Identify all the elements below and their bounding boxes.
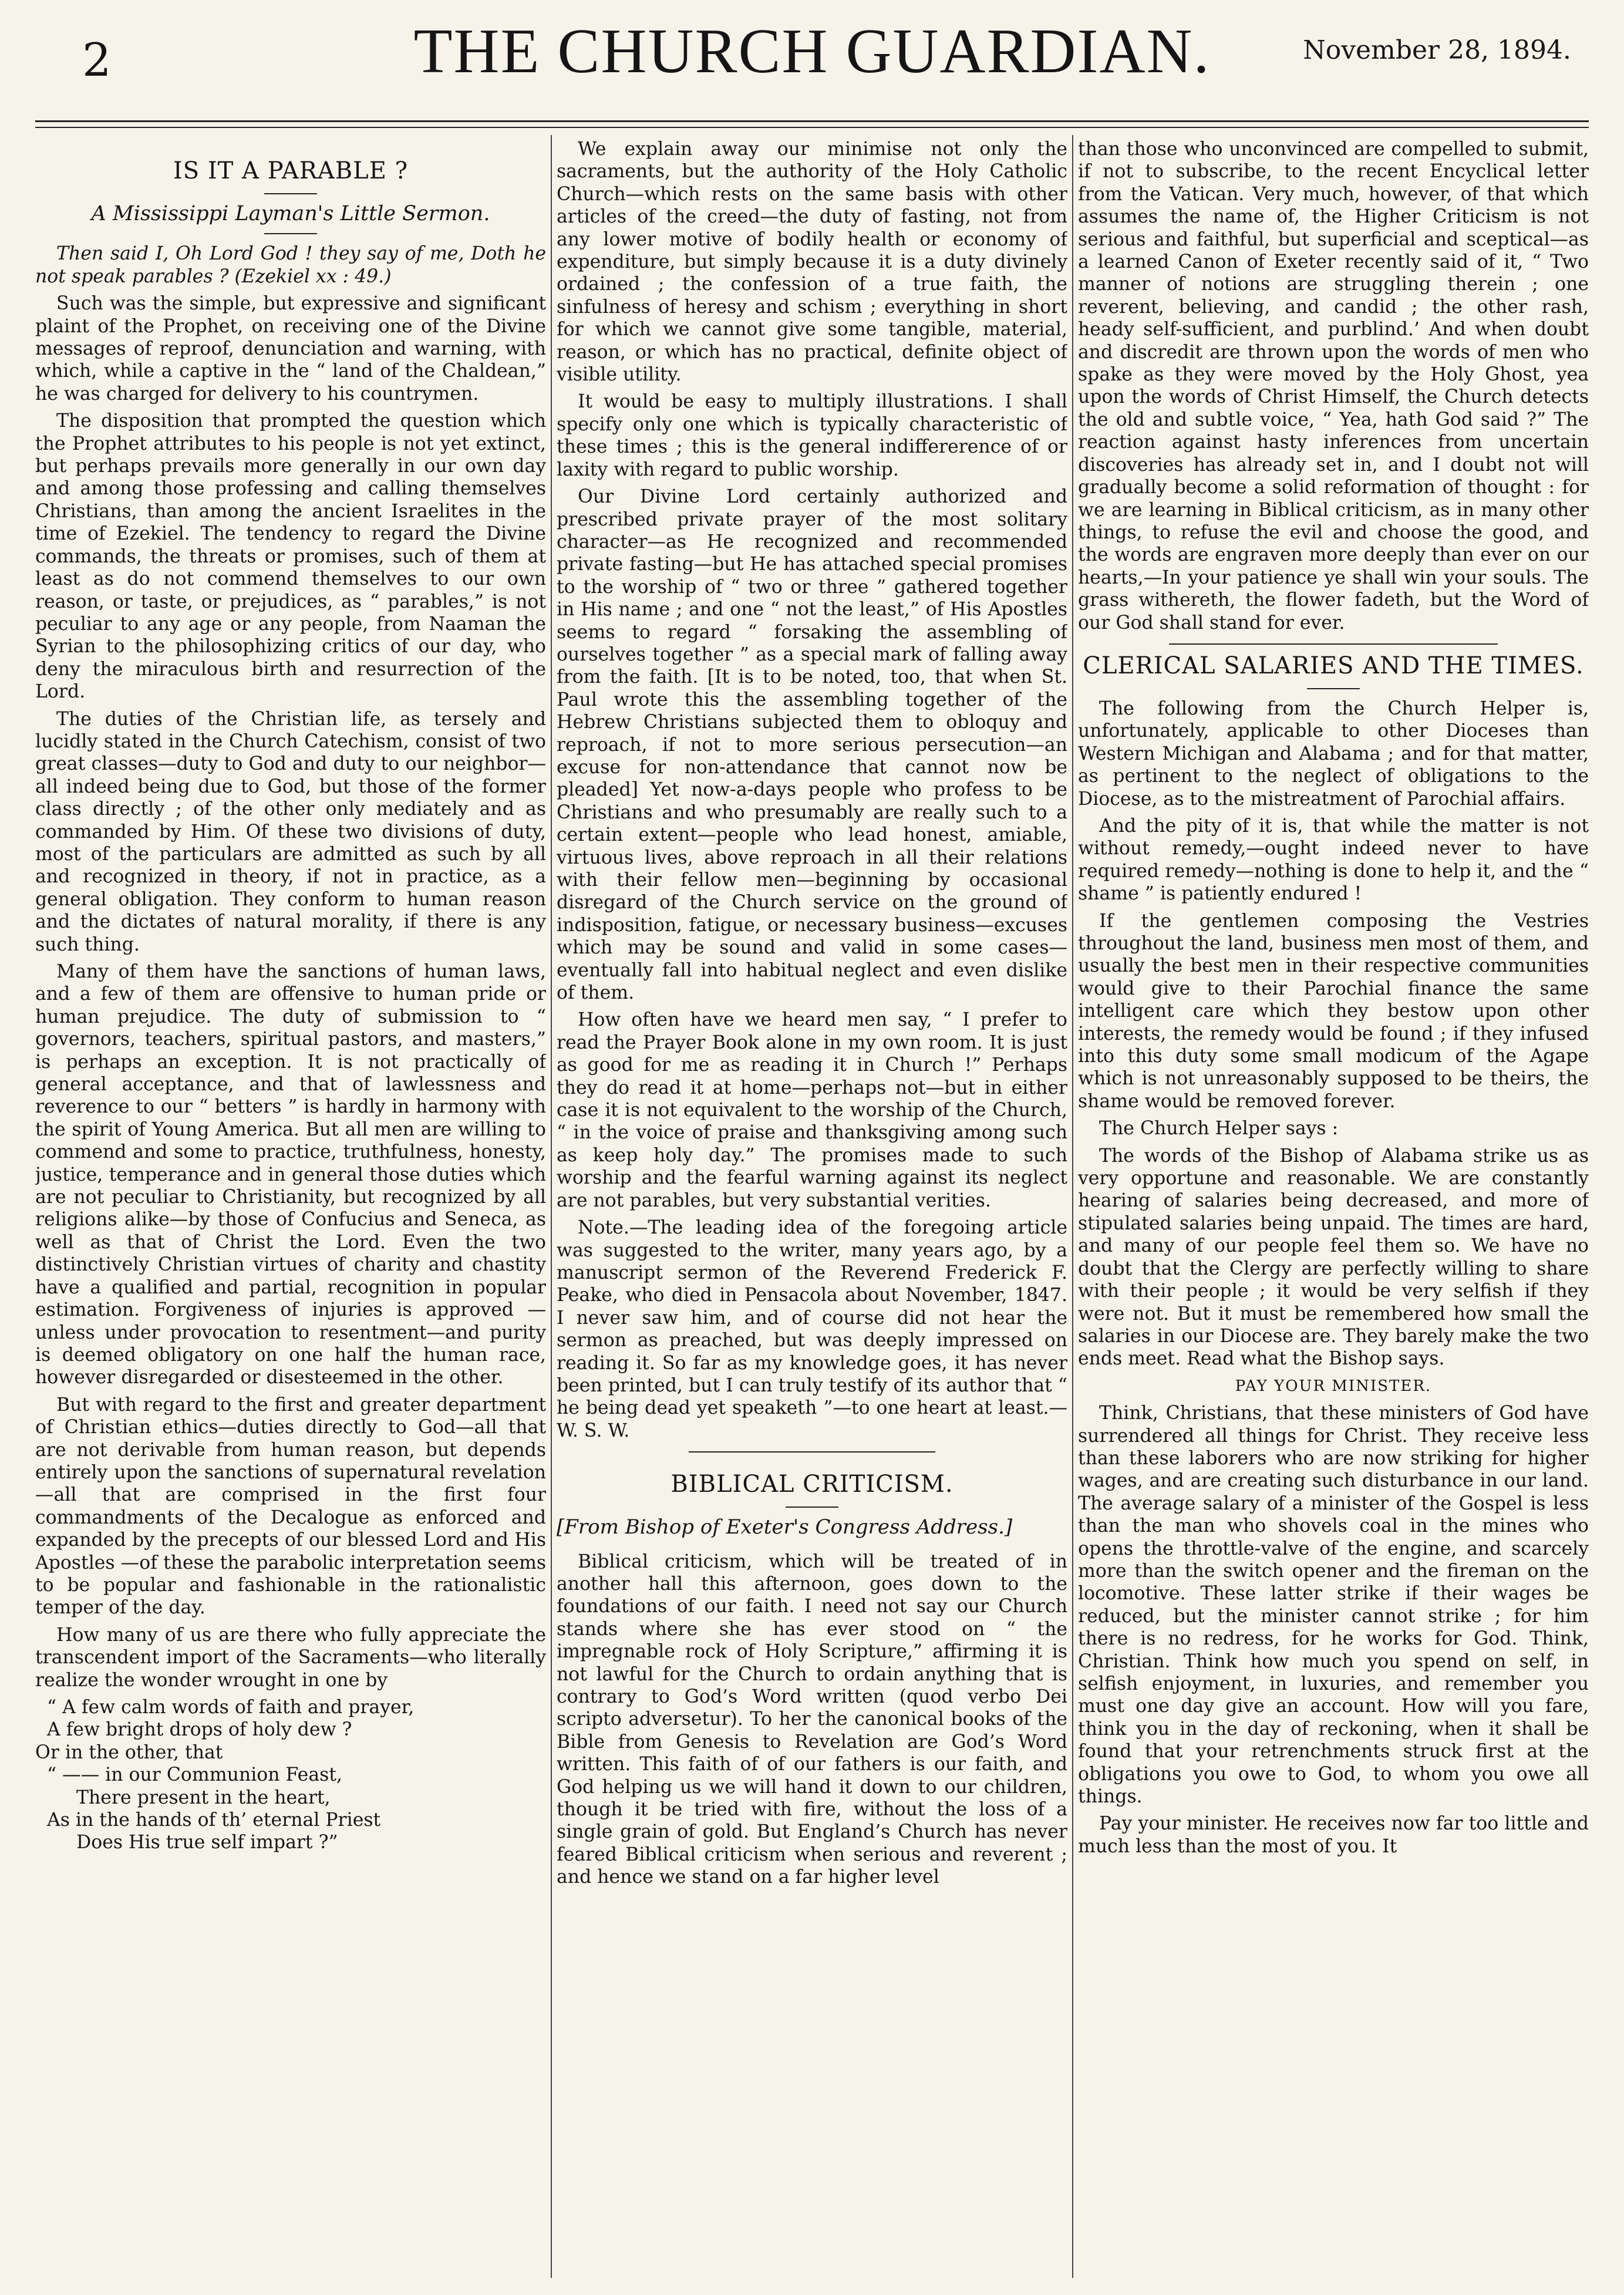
verse-line: “ A few calm words of faith and prayer, [47, 1697, 415, 1718]
section-divider [1169, 643, 1498, 645]
column-1 [35, 138, 546, 2284]
author-note: Note.—The leading idea of the foregoing article was suggested to the writer, many years ago, by a manuscript sermon of the Reverend Frederick F. Peake, who died in Pensacola about November, 1847. I never saw him, and of course did not hear the sermon as preached, but was deeply impressed on reading it. So far as my knowledge goes, it has never been printed, but I can truly testify of its author that “ he being dead yet speaketh ”—to one heart at least.—W. S. W. [557, 1217, 1067, 1441]
article-paragraph: And the pity of it is, that while the matter is not without remedy,—ought indeed never to have required remedy—nothing is done to help it, and the “ shame ” is patiently endured ! [1078, 815, 1589, 905]
article-paragraph: How many of us are there who fully appreciate the transcendent import of the Sacraments—who literally realize the wonder wrought in one by [35, 1624, 546, 1691]
article-paragraph: How often have we heard men say, “ I prefer to read the Prayer Book alone in my own room. It is just as good for me as reading it in Church !” Perhaps they do read it at home—perhaps not—but in either case it is not equivalent to the worship of the Church, “ in the voice of praise and thanksgiving among such as keep holy day.” The promises made to such worship and the fearful warning against its neglect are not parables, but very substantial verities. [557, 1009, 1067, 1211]
divider [264, 233, 317, 234]
verse [35, 1696, 546, 1854]
divider [786, 1507, 838, 1508]
article-paragraph: than those who unconvinced are compelled to submit, if not to subscribe, to the recent Encyclical letter from the Vatican. Very much, however, of that which assumes the name of, the Higher Criticism is not serious and faithful, but superficial and sceptical—as a learned Canon of Exeter recently said of it, “ Two manner of notions are struggling therein ; one reverent, believing, and candid ; the other rash, heady self-sufficient, and purblind.’ And when doubt and discredit are thrown upon the words of men who spake as they were moved by the Holy Ghost, yea upon the words of Christ Himself, the Church detects the old and subtle voice, “ Yea, hath God said ?” The reaction against hasty inferences from uncertain discoveries has already set in, and I doubt not will gradually become a solid reformation of thought : for we are learning in Biblical criticism, as in many other things, to refuse the evil and choose the good, and the words are engraven more deeply than ever on our hearts,—In your patience ye shall win your souls. The grass withereth, the flower fadeth, but the Word of our God shall stand for ever. [1078, 139, 1589, 633]
article-paragraph: Think, Christians, that these ministers of God have surrendered all things for Christ. They receive less than these laborers who are now striking for higher wages, and are creating such disturbance in our land. The average salary of a minister of the Gospel is less than the man who shovels coal in the mines who opens the throttle-valve of the engine, and scarcely more than the switch opener and the fireman on the locomotive. These latter strike if their wages be reduced, but the minister cannot strike ; for him there is no redress, for he works for God. Think, Christian. Think how much you spend on self, in selfish enjoyment, in luxuries, and remember you must one day give an account. How will you fare, think you in the day of reckoning, when it shall be found that your retrenchments struck first at the obligations you owe to God, to whom you owe all things. [1078, 1403, 1589, 1808]
divider [1307, 688, 1360, 689]
article-subhead: [From Bishop of Exeter's Congress Address.] [557, 1515, 1013, 1539]
article-headline: BIBLICAL CRITICISM. [671, 1471, 953, 1498]
article-paragraph: Such was the simple, but expressive and significant plaint of the Prophet, on receiving one of the Divine messages of reproof, denunciation and warning, with which, while a captive in the “ land of the Chaldean,” he was charged for delivery to his countrymen. [35, 293, 546, 405]
masthead-rule-thin [35, 127, 1589, 128]
column-3 [1078, 138, 1589, 2284]
article-paragraph: We explain away our minimise not only the sacraments, but the authority of the Holy Catholic Church—which rests on the same basis with other articles of the creed—the duty of fasting, not from any lower motive of bodily health or economy of expenditure, but simply because it is a duty divinely ordained ; the confession of a true faith, the sinfulness of heresy and schism ; everything in short for which we cannot give some tangible, material, reason, or which has no practical, definite object of visible utility. [557, 139, 1067, 386]
verse-connector: Or in the other, that [35, 1741, 223, 1763]
column-divider [551, 135, 552, 2278]
article-paragraph: The disposition that prompted the question which the Prophet attributes to his people is not yet extinct, but perhaps prevails more generally in our own day and among those professing and calling themselves Christians, than among the ancient Israelites in the time of Ezekiel. The tendency to regard the Divine commands, the threats or promises, such of them at least as do not commend themselves to our own reason, or taste, or prejudices, as “ parables,” is not peculiar to any age or any people, from Naaman the Syrian to the philosophizing critics of our day, who deny the miraculous birth and resurrection of the Lord. [35, 410, 546, 703]
page-number: 2 [82, 34, 112, 87]
article-paragraph: It would be easy to multiply illustrations. I shall specify only one which is typically characteristic of these times ; this is the general indiffererence of or laxity with regard to public worship. [557, 391, 1067, 480]
masthead [35, 5, 1589, 116]
article-paragraph: The Church Helper says : [1099, 1118, 1339, 1140]
column-divider [1072, 135, 1073, 2278]
masthead-rule [35, 120, 1589, 122]
verse-line: Does His true self impart ?” [76, 1832, 338, 1853]
verse-line: A few bright drops of holy dew ? [47, 1719, 352, 1741]
newspaper-title: THE CHURCH GUARDIAN. [413, 16, 1211, 86]
article-paragraph: Many of them have the sanctions of human laws, and a few of them are offensive to human pride or human prejudice. The duty of submission to “ governors, teachers, spiritual pastors, and masters,” is perhaps an exception. It is not practically of general acceptance, and that of lawlessness and reverence to our “ betters ” is hardly in harmony with the spirit of Young America. But all men are willing to commend and some to practice, truthfulness, honesty, justice, temperance and in general those duties which are not peculiar to Christianity, but recognized by all religions alike—by those of Confucius and Seneca, as well as that of Christ the Lord. Even the two distinctively Christian virtues of charity and chastity have a qualified and partial, recognition in popular estimation. Forgiveness of injuries is approved —unless under provocation to resentment—and purity is deemed obligatory on one half the human race, however disregarded or disesteemed in the other. [35, 961, 546, 1389]
article-headline: IS IT A PARABLE ? [173, 157, 409, 184]
issue-date: November 28, 1894. [1303, 35, 1571, 65]
article-paragraph: The following from the Church Helper is, unfortunately, applicable to other Dioceses than Western Michigan and Alabama ; and for that matter, as pertinent to the neglect of obligations to the Diocese, as to the mistreatment of Parochial affairs. [1078, 697, 1589, 810]
article-headline: CLERICAL SALARIES AND THE TIMES. [1083, 652, 1584, 679]
column-2 [557, 138, 1067, 2284]
article-subhead: A Mississippi Layman's Little Sermon. [91, 202, 490, 225]
verse-line: As in the hands of th’ eternal Priest [47, 1809, 381, 1831]
article-paragraph: If the gentlemen composing the Vestries throughout the land, business men most of them, and usually the best men in their respective communities would give to their Parochial finance the same intelligent care which they bestow upon other interests, the remedy would be found ; if they infused into this duty some small modicum of the Agape which is not unreasonably supposed to be theirs, the shame would be removed forever. [1078, 910, 1589, 1112]
quoted-paragraph: The words of the Bishop of Alabama strike us as very opportune and reasonable. We are constantly hearing of salaries being decreased, and more of stipulated salaries being unpaid. The times are hard, and many of our people feel them so. We have no doubt that the Clergy are perfectly willing to share with their people ; it would be very selfish if they were not. But it must be remembered how small the salaries in our Diocese are. They barely make the two ends meet. Read what the Bishop says. [1078, 1145, 1589, 1370]
verse-line: There present in the heart, [76, 1787, 331, 1808]
article-paragraph: Biblical criticism, which will be treated of in another hall this afternoon, goes down to the foundations of our faith. I need not say our Church stands where she has ever stood on “ the impregnable rock of Holy Scripture,” affirming it is not lawful for the Church to ordain anything that is contrary to God’s Word written (quod verbo Dei scripto adversetur). To her the canonical books of the Bible from Genesis to Revelation are God’s Word written. This faith of of our fathers is our faith, and God helping us we will hand it down to our children, though it be tried with fire, without the loss of a single grain of gold. But England’s Church has never feared Biblical criticism when serious and reverent ; and hence we stand on a far higher level [557, 1551, 1067, 1888]
article-paragraph: The duties of the Christian life, as tersely and lucidly stated in the Church Catechism, consist of two great classes—duty to God and duty to our neighbor—all indeed being due to God, but those of the former class directly ; of the other only mediately and as commanded by Him. Of these two divisions of duty, most of the particulars are admitted as such by all and recognized in theory, if not in practice, as a general obligation. They conform to human reason and the dictates of natural morality, if there is any such thing. [35, 708, 546, 955]
article-paragraph: But with regard to the first and greater department of Christian ethics—duties directly to God—all that are not derivable from human reason, but depends entirely upon the sanctions of supernatural revelation—all that are comprised in the first four commandments of the Decalogue as enforced and expanded by the precepts of our blessed Lord and His Apostles —of these the parabolic interpretation seems to be popular and fashionable in the rationalistic temper of the day. [35, 1394, 546, 1619]
epigraph: Then said I, Oh Lord God ! they say of me, Doth he not speak parables ? (Ezekiel xx : 49.) [35, 243, 546, 287]
article-paragraph: Pay your minister. He receives now far too little and much less than the most of you. It [1078, 1813, 1589, 1857]
article-paragraph: Our Divine Lord certainly authorized and prescribed private prayer of the most solitary character—as He recognized and recommended private fasting—but He has attached special promises to the worship of “ two or three ” gathered together in His name ; and one “ not the least,” of His Apostles seems to regard “ forsaking the assembling of ourselves together ” as a special mark of falling away from the faith. [It is to be noted, too, that when St. Paul wrote this the assembling together of the Hebrew Christians subjected them to obloquy and reproach, if not to more serious persecution—an excuse for non-attendance that cannot now be pleaded] Yet now-a-days people who profess to be Christians and who presumably are really such to a certain extent—people who lead honest, amiable, virtuous lives, above reproach in all their relations with their fellow men—beginning by occasional disregard of the Church service on the ground of indisposition, fatigue, or necessary business—excuses which may be sound and valid in some cases—eventually fall into habitual neglect and even dislike of them. [557, 486, 1067, 1004]
divider [264, 193, 317, 194]
verse-line: “ —— in our Communion Feast, [47, 1764, 342, 1786]
section-divider [689, 1451, 935, 1453]
subheading: PAY YOUR MINISTER. [1235, 1377, 1432, 1395]
